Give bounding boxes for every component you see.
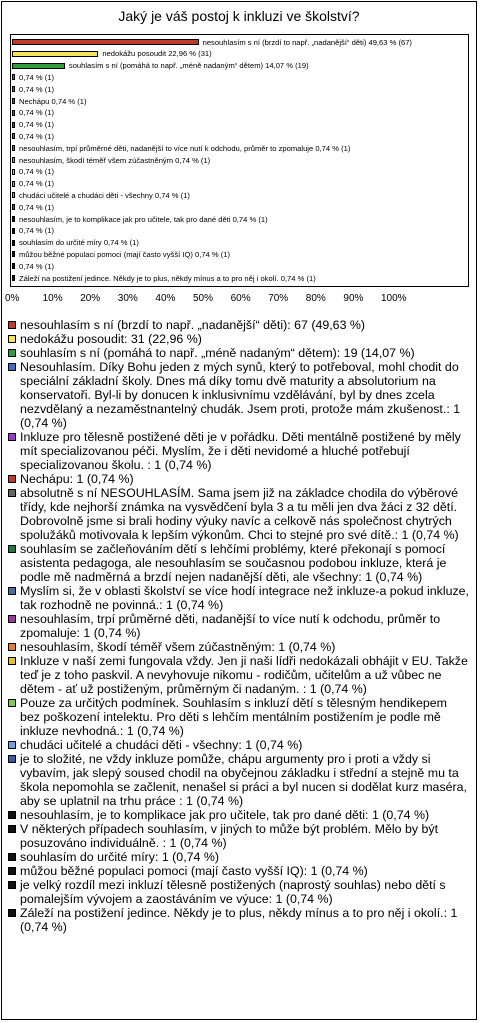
legend-text: souhlasím s ní (pomáhá to např. „méně nadaným“ dětem): 19 (14,07 %)	[20, 346, 415, 360]
legend-text: je to složité, ne vždy inkluze pomůže, chápu argumenty pro i proti a vždy si vybavím, jak slepý soused chodil na obyčejnou základku i střední a stejně mu ta škola nepomohla se začlenit, nenašel si práci a byl nucen si dodělat kurz maséra, aby se uplatnil na trhu práce : 1 (0,74 %)	[20, 752, 467, 808]
bar-label: nesouhlasím, trpí průměrné děti, nadanější to více nutí k odchodu, průměr to zpomaluje 0,74 % (1)	[19, 143, 351, 153]
bar	[12, 133, 15, 139]
x-tick-label: 50%	[193, 293, 214, 304]
x-tick-label: 40%	[155, 293, 176, 304]
x-tick-label: 0%	[5, 293, 20, 304]
chart-title: Jaký je váš postoj k inkluzi ve školství?	[118, 8, 360, 24]
bar	[12, 39, 199, 45]
legend-item	[8, 542, 470, 584]
legend-item	[8, 808, 470, 822]
legend-swatch	[8, 825, 16, 833]
bar-label: chudáci učitelé a chudáci děti - všechny 0,74 % (1)	[19, 190, 190, 200]
x-tick-label: 70%	[268, 293, 289, 304]
legend-swatch	[8, 755, 16, 763]
legend-item	[8, 654, 470, 696]
bar	[12, 240, 15, 246]
legend-text: V některých případech souhlasím, v jiných to může být problém. Mělo by být posuzováno individuálně. : 1 (0,74 %)	[20, 822, 439, 850]
legend-text: souhlasím do určité míry: 1 (0,74 %)	[20, 850, 220, 864]
bar	[12, 228, 15, 234]
bar	[12, 192, 15, 198]
x-tick-label: 90%	[343, 293, 364, 304]
legend-item	[8, 738, 470, 752]
bar	[12, 181, 15, 187]
x-tick-label: 80%	[305, 293, 326, 304]
bar-label: 0,74 % (1)	[19, 202, 55, 212]
bar-label: nesouhlasím s ní (brzdí to např. „nadanější“ děti) 49,63 % (67)	[202, 37, 412, 47]
legend-text: chudáci učitelé a chudáci děti - všechny: 1 (0,74 %)	[20, 738, 303, 752]
legend-swatch	[8, 475, 16, 483]
bar-label: nesouhlasím, škodí téměř všem zúčastněným 0,74 % (1)	[19, 155, 211, 165]
legend-swatch	[8, 433, 16, 441]
legend-item	[8, 906, 470, 934]
legend-text: Pouze za určitých podmínek. Souhlasím s inkluzí dětí s tělesným hendikepem bez poškození intelektu. Pro děti s lehčím mentálním postižením je podle mě inkluze nevhodná.: 1 (0,74 %)	[20, 696, 447, 738]
legend-text: nesouhlasím, je to komplikace jak pro učitele, tak pro dané děti: 1 (0,74 %)	[20, 808, 430, 822]
legend-item	[8, 346, 470, 360]
legend-text: můžou běžné populaci pomoci (mají často vyšší IQ): 1 (0,74 %)	[20, 864, 368, 878]
bar	[12, 74, 15, 80]
legend-text: nesouhlasím, trpí průměrné děti, nadanější to více nutí k odchodu, průměr to zpomaluje: 1 (0,74 %)	[20, 612, 441, 640]
legend-item	[8, 472, 470, 486]
x-tick-label: 30%	[117, 293, 138, 304]
bar	[12, 122, 15, 128]
legend-text: Nechápu: 1 (0,74 %)	[20, 472, 134, 486]
legend-swatch	[8, 657, 16, 665]
legend-swatch	[8, 615, 16, 623]
legend-item	[8, 486, 470, 542]
legend-item	[8, 850, 470, 864]
x-tick-label: 20%	[80, 293, 101, 304]
legend-text: Záleží na postižení jedince. Někdy je to plus, někdy mínus a to pro něj i okolí.: 1 (0,74 %)	[20, 906, 458, 934]
bar	[12, 157, 15, 163]
bar	[12, 110, 15, 116]
legend-swatch	[8, 545, 16, 553]
legend-item	[8, 360, 470, 430]
bar-label: 0,74 % (1)	[19, 226, 55, 236]
bar	[12, 204, 15, 210]
bar-label: 0,74 % (1)	[19, 261, 55, 271]
bar	[12, 98, 15, 104]
legend-text: nesouhlasím, škodí téměř všem zúčastněným: 1 (0,74 %)	[20, 640, 336, 654]
bar-label: 0,74 % (1)	[19, 131, 55, 141]
legend-text: Inkluze pro tělesně postižené děti je v pořádku. Děti mentálně postižené by měly mít specializovanou péči. Myslím, že i děti nevidomé a hluché potřebují specializovanou školu. : 1 (0,74 %)	[20, 430, 461, 472]
legend-text: Inkluze v naší zemi fungovala vždy. Jen ji naši lídři nedokázali obhájit v EU. Takže teď je z toho paskvil. A nevyhovuje nikomu - rodičům, učitelům a už vůbec ne dětem - ať už postiženým, průměrným či nadaným. : 1 (0,74 %)	[20, 654, 468, 696]
legend-swatch	[8, 643, 16, 651]
bar	[12, 263, 15, 269]
legend-item	[8, 430, 470, 472]
bar	[12, 63, 65, 69]
legend-swatch	[8, 811, 16, 819]
bar-label: 0,74 % (1)	[19, 72, 55, 82]
bar-label: můžou běžné populaci pomoci (mají často vyšší IQ) 0,74 % (1)	[19, 249, 231, 259]
bar-label: souhlasím do určité míry 0,74 % (1)	[19, 238, 139, 248]
legend-swatch	[8, 741, 16, 749]
plot-area	[10, 34, 469, 287]
bar-label: souhlasím s ní (pomáhá to např. „méně nadaným“ dětem) 14,07 % (19)	[68, 61, 309, 71]
legend-swatch	[8, 699, 16, 707]
bar-label: Záleží na postižení jedince. Někdy je to plus, někdy mínus a to pro něj i okolí. 0,74 % (1)	[19, 273, 316, 283]
bar-label: Nechápu 0,74 % (1)	[19, 96, 87, 106]
legend-item	[8, 864, 470, 878]
x-tick-label: 60%	[230, 293, 251, 304]
legend-swatch	[8, 335, 16, 343]
bar-label: 0,74 % (1)	[19, 108, 55, 118]
legend-item	[8, 878, 470, 906]
legend-item	[8, 332, 470, 346]
legend-text: absolutně s ní NESOUHLASÍM. Sama jsem již na základce chodila do výběrové třídy, kde nejhorší známka na vysvědčení byla 3 a tu měli jen dva žáci z 32 dětí. Dobrovolně jsme si brali hodiny výuky navíc a celkově nás společnost chytrých spolužáků motivovala k lepším výkonům. Chci to stejné pro své dítě.: 1 (0,74 %)	[20, 486, 459, 542]
bar-label: nesouhlasím, je to komplikace jak pro učitele, tak pro dané děti 0,74 % (1)	[19, 214, 268, 224]
bar-label: 0,74 % (1)	[19, 120, 55, 130]
bar	[12, 86, 15, 92]
legend-swatch	[8, 881, 16, 889]
x-tick-label: 10%	[42, 293, 63, 304]
bar-label: 0,74 % (1)	[19, 167, 55, 177]
bar	[12, 251, 15, 257]
legend-text: Nesouhlasím. Díky Bohu jeden z mých synů, který to potřeboval, mohl chodit do speciální základní školy. Dnes má díky tomu dvě maturity a absolutorium na konservatoři. Byl-li by donucen k inklusivnímu vzdělávání, byl by dnes zcela nezvdělaný a nezaměstnantelný chudák. Jsem proti, protože mám zkušenost.: 1 (0,74 %)	[20, 360, 461, 430]
legend-text: je velký rozdíl mezi inkluzí tělesně postižených (naprostý souhlas) nebo dětí s pomalejším vývojem a zaostáváním ve výuce: 1 (0,74 %)	[20, 878, 446, 906]
legend-text: souhlasím se začleňováním dětí s lehčími problémy, které překonají s pomocí asistenta pedagoga, ale nesouhlasím se současnou podobou inkluze, která je podle mě nadměrná a brzdí nejen nadanější děti, ale všechny: 1 (0,74 %)	[20, 542, 447, 584]
legend	[8, 318, 470, 934]
legend-item	[8, 612, 470, 640]
legend-item	[8, 584, 470, 612]
legend-swatch	[8, 587, 16, 595]
bar	[12, 169, 15, 175]
legend-item	[8, 696, 470, 738]
legend-item	[8, 640, 470, 654]
legend-swatch	[8, 363, 16, 371]
legend-swatch	[8, 867, 16, 875]
bar	[12, 51, 98, 57]
legend-text: Myslím si, že v oblasti školství se více hodí integrace než inkluze-a pokud inkluze, tak rozhodně ne povinná.: 1 (0,74 %)	[20, 584, 470, 612]
x-tick-label: 100%	[381, 293, 407, 304]
bar-label: 0,74 % (1)	[19, 179, 55, 189]
legend-item	[8, 318, 470, 332]
legend-text: nesouhlasím s ní (brzdí to např. „nadanější“ děti): 67 (49,63 %)	[20, 318, 366, 332]
bar	[12, 216, 15, 222]
legend-swatch	[8, 321, 16, 329]
legend-item	[8, 752, 470, 808]
bar	[12, 275, 15, 281]
legend-text: nedokážu posoudit: 31 (22,96 %)	[20, 332, 202, 346]
bar	[12, 145, 15, 151]
legend-item	[8, 822, 470, 850]
legend-swatch	[8, 853, 16, 861]
bar-label: nedokážu posoudit 22,96 % (31)	[102, 49, 212, 59]
legend-swatch	[8, 349, 16, 357]
legend-swatch	[8, 909, 16, 917]
bar-label: 0,74 % (1)	[19, 84, 55, 94]
legend-swatch	[8, 489, 16, 497]
